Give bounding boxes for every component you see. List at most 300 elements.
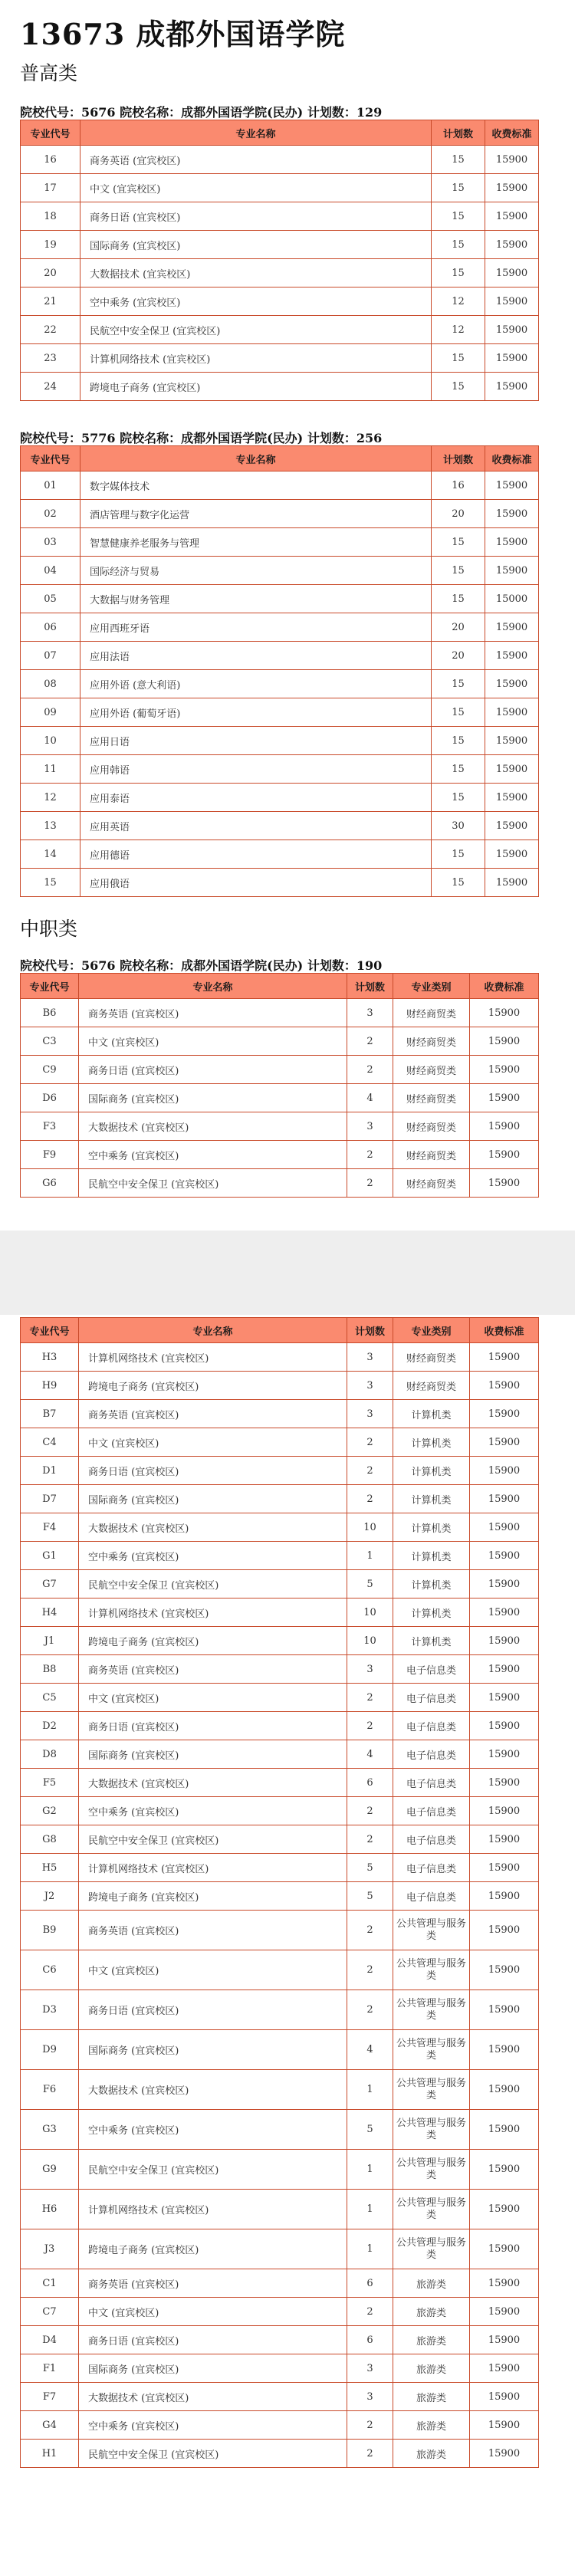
cell-code: 23: [21, 344, 80, 373]
cell-plan: 1: [347, 2150, 393, 2190]
cell-name: 空中乘务 (宜宾校区): [79, 2110, 347, 2150]
cell-code: 21: [21, 288, 80, 316]
cell-plan: 2: [347, 2440, 393, 2468]
cell-category: 旅游类: [393, 2298, 470, 2326]
cell-category: 财经商贸类: [393, 1169, 470, 1198]
cell-category: 旅游类: [393, 2440, 470, 2468]
cell-code: 11: [21, 755, 80, 784]
cell-code: 17: [21, 174, 80, 202]
cell-code: 07: [21, 642, 80, 670]
cell-plan: 4: [347, 1740, 393, 1769]
cell-fee: 15900: [470, 2070, 539, 2110]
page-gap-divider: [0, 1230, 575, 1315]
cell-plan: 15: [432, 344, 485, 373]
col-header-code: 专业代号: [21, 1318, 79, 1343]
table-row: [21, 1825, 539, 1854]
cell-name: 中文 (宜宾校区): [79, 1428, 347, 1457]
cell-fee: 15900: [470, 1854, 539, 1882]
cell-category: 公共管理与服务类: [393, 2150, 470, 2190]
cell-fee: 15900: [485, 174, 539, 202]
cell-fee: 15900: [485, 812, 539, 840]
cell-plan: 30: [432, 812, 485, 840]
table-header-row: [21, 446, 539, 472]
cell-plan: 4: [347, 1084, 393, 1112]
cell-name: 商务日语 (宜宾校区): [79, 1457, 347, 1485]
table-zhongzhi-part1: [20, 973, 539, 1198]
cell-plan: 2: [347, 1428, 393, 1457]
cell-category: 财经商贸类: [393, 1112, 470, 1141]
cell-code: 09: [21, 698, 80, 727]
cell-fee: 15900: [470, 2383, 539, 2411]
cell-code: 02: [21, 500, 80, 528]
cell-fee: 15000: [485, 585, 539, 613]
cell-name: 计算机网络技术 (宜宾校区): [80, 344, 432, 373]
cell-plan: 1: [347, 2070, 393, 2110]
cell-fee: 15900: [470, 1372, 539, 1400]
cell-name: 国际经济与贸易: [80, 557, 432, 585]
cell-plan: 10: [347, 1513, 393, 1542]
cell-category: 计算机类: [393, 1627, 470, 1655]
cell-name: 商务英语 (宜宾校区): [79, 2269, 347, 2298]
table-row: [21, 316, 539, 344]
cell-code: G8: [21, 1825, 79, 1854]
cell-category: 旅游类: [393, 2269, 470, 2298]
cell-fee: 15900: [470, 1712, 539, 1740]
cell-category: 计算机类: [393, 1542, 470, 1570]
table-row: [21, 1882, 539, 1911]
col-header-fee: 收费标准: [470, 1318, 539, 1343]
cell-fee: 15900: [470, 1911, 539, 1950]
table-row: [21, 2298, 539, 2326]
cell-name: 大数据技术 (宜宾校区): [79, 1513, 347, 1542]
table-row: [21, 2150, 539, 2190]
cell-name: 计算机网络技术 (宜宾校区): [79, 1598, 347, 1627]
col-header-name: 专业名称: [80, 120, 432, 146]
cell-plan: 2: [347, 2298, 393, 2326]
cell-fee: 15900: [485, 698, 539, 727]
table-row: [21, 1056, 539, 1084]
col-header-name: 专业名称: [79, 1318, 347, 1343]
cell-code: D7: [21, 1485, 79, 1513]
cell-code: F6: [21, 2070, 79, 2110]
cell-plan: 2: [347, 1027, 393, 1056]
col-header-category: 专业类别: [393, 974, 470, 999]
cell-code: 14: [21, 840, 80, 869]
cell-code: D9: [21, 2030, 79, 2070]
cell-plan: 15: [432, 259, 485, 288]
cell-code: 04: [21, 557, 80, 585]
table-row: [21, 1854, 539, 1882]
table-row: [21, 1169, 539, 1198]
table-row: [21, 1027, 539, 1056]
table-row: [21, 613, 539, 642]
cell-code: H6: [21, 2190, 79, 2229]
cell-fee: 15900: [470, 1513, 539, 1542]
cell-fee: 15900: [470, 1428, 539, 1457]
cell-name: 应用英语: [80, 812, 432, 840]
table-row: [21, 1112, 539, 1141]
table-row: [21, 146, 539, 174]
cell-category: 公共管理与服务类: [393, 1950, 470, 1990]
cell-name: 中文 (宜宾校区): [79, 1027, 347, 1056]
cell-name: 商务日语 (宜宾校区): [79, 1056, 347, 1084]
table-row: [21, 670, 539, 698]
cell-plan: 6: [347, 1769, 393, 1797]
cell-fee: 15900: [485, 784, 539, 812]
table-row: [21, 2269, 539, 2298]
cell-fee: 15900: [485, 472, 539, 500]
table-row: [21, 259, 539, 288]
cell-fee: 15900: [470, 2229, 539, 2269]
cell-plan: 3: [347, 2383, 393, 2411]
table-row: [21, 1655, 539, 1684]
cell-code: G9: [21, 2150, 79, 2190]
cell-fee: 15900: [485, 146, 539, 174]
cell-plan: 15: [432, 670, 485, 698]
cell-fee: 15900: [470, 1084, 539, 1112]
cell-plan: 20: [432, 642, 485, 670]
cell-category: 计算机类: [393, 1598, 470, 1627]
cell-code: G3: [21, 2110, 79, 2150]
cell-fee: 15900: [470, 1169, 539, 1198]
table-row: [21, 1400, 539, 1428]
table-row: [21, 1570, 539, 1598]
cell-plan: 2: [347, 1712, 393, 1740]
section-heading-putong: 普高类: [20, 62, 78, 84]
cell-plan: 3: [347, 1343, 393, 1372]
table-row: [21, 1457, 539, 1485]
cell-plan: 15: [432, 840, 485, 869]
cell-code: 08: [21, 670, 80, 698]
cell-name: 商务日语 (宜宾校区): [79, 1990, 347, 2030]
table2-body: [21, 472, 539, 897]
cell-code: J3: [21, 2229, 79, 2269]
cell-name: 商务英语 (宜宾校区): [79, 1655, 347, 1684]
col-header-category: 专业类别: [393, 1318, 470, 1343]
cell-name: 商务日语 (宜宾校区): [79, 1712, 347, 1740]
table-header-row: [21, 974, 539, 999]
cell-fee: 15900: [470, 1990, 539, 2030]
cell-code: B7: [21, 1400, 79, 1428]
table-row: [21, 585, 539, 613]
table-row: [21, 869, 539, 897]
cell-name: 中文 (宜宾校区): [79, 2298, 347, 2326]
cell-code: G6: [21, 1169, 79, 1198]
table-zhongzhi-part2: [20, 1317, 539, 2468]
cell-fee: 15900: [470, 2269, 539, 2298]
cell-fee: 15900: [485, 727, 539, 755]
cell-plan: 2: [347, 1485, 393, 1513]
cell-code: F4: [21, 1513, 79, 1542]
cell-code: G2: [21, 1797, 79, 1825]
cell-plan: 3: [347, 999, 393, 1027]
col-header-code: 专业代号: [21, 120, 80, 146]
col-header-plan: 计划数: [347, 974, 393, 999]
cell-name: 商务英语 (宜宾校区): [80, 146, 432, 174]
cell-fee: 15900: [470, 1882, 539, 1911]
table-putong-5776: [20, 445, 539, 897]
cell-fee: 15900: [485, 316, 539, 344]
table-row: [21, 2440, 539, 2468]
cell-code: C7: [21, 2298, 79, 2326]
cell-category: 公共管理与服务类: [393, 1911, 470, 1950]
cell-fee: 15900: [470, 1570, 539, 1598]
cell-plan: 3: [347, 1112, 393, 1141]
cell-name: 空中乘务 (宜宾校区): [79, 2411, 347, 2440]
cell-code: 03: [21, 528, 80, 557]
cell-code: D6: [21, 1084, 79, 1112]
cell-plan: 2: [347, 1457, 393, 1485]
cell-fee: 15900: [470, 1343, 539, 1372]
table-row: [21, 202, 539, 231]
cell-category: 财经商贸类: [393, 1372, 470, 1400]
cell-code: 20: [21, 259, 80, 288]
cell-plan: 15: [432, 869, 485, 897]
table-row: [21, 1769, 539, 1797]
cell-plan: 2: [347, 1797, 393, 1825]
cell-category: 财经商贸类: [393, 999, 470, 1027]
table-row: [21, 1712, 539, 1740]
table-row: [21, 1950, 539, 1990]
cell-name: 大数据技术 (宜宾校区): [79, 1769, 347, 1797]
cell-name: 民航空中安全保卫 (宜宾校区): [79, 2150, 347, 2190]
cell-name: 跨境电子商务 (宜宾校区): [79, 1372, 347, 1400]
cell-plan: 20: [432, 500, 485, 528]
cell-fee: 15900: [485, 755, 539, 784]
cell-name: 应用德语: [80, 840, 432, 869]
table-row: [21, 755, 539, 784]
cell-fee: 15900: [485, 344, 539, 373]
table-row: [21, 1513, 539, 1542]
cell-plan: 16: [432, 472, 485, 500]
cell-plan: 15: [432, 373, 485, 401]
cell-fee: 15900: [470, 1027, 539, 1056]
table-row: [21, 2070, 539, 2110]
cell-name: 空中乘务 (宜宾校区): [79, 1797, 347, 1825]
cell-code: F7: [21, 2383, 79, 2411]
cell-name: 民航空中安全保卫 (宜宾校区): [79, 1570, 347, 1598]
cell-category: 公共管理与服务类: [393, 2190, 470, 2229]
cell-code: D8: [21, 1740, 79, 1769]
cell-name: 应用法语: [80, 642, 432, 670]
cell-code: H5: [21, 1854, 79, 1882]
cell-code: G1: [21, 1542, 79, 1570]
table-row: [21, 1343, 539, 1372]
cell-category: 电子信息类: [393, 1825, 470, 1854]
cell-plan: 2: [347, 1911, 393, 1950]
cell-code: D1: [21, 1457, 79, 1485]
cell-code: H9: [21, 1372, 79, 1400]
cell-code: H3: [21, 1343, 79, 1372]
cell-code: J2: [21, 1882, 79, 1911]
cell-plan: 2: [347, 1825, 393, 1854]
cell-name: 商务英语 (宜宾校区): [79, 1400, 347, 1428]
cell-name: 商务英语 (宜宾校区): [79, 1911, 347, 1950]
col-header-fee: 收费标准: [470, 974, 539, 999]
table-header-row: [21, 1318, 539, 1343]
section-heading-zhongzhi: 中职类: [20, 918, 78, 940]
table-row: [21, 557, 539, 585]
cell-code: D3: [21, 1990, 79, 2030]
cell-code: C3: [21, 1027, 79, 1056]
cell-code: B9: [21, 1911, 79, 1950]
cell-fee: 15900: [470, 2354, 539, 2383]
cell-name: 商务日语 (宜宾校区): [79, 2326, 347, 2354]
cell-plan: 2: [347, 1990, 393, 2030]
cell-name: 空中乘务 (宜宾校区): [80, 288, 432, 316]
cell-code: C5: [21, 1684, 79, 1712]
cell-fee: 15900: [470, 1457, 539, 1485]
table-row: [21, 1598, 539, 1627]
cell-name: 空中乘务 (宜宾校区): [79, 1141, 347, 1169]
cell-fee: 15900: [485, 528, 539, 557]
cell-plan: 1: [347, 1542, 393, 1570]
cell-name: 国际商务 (宜宾校区): [80, 231, 432, 259]
cell-name: 中文 (宜宾校区): [79, 1950, 347, 1990]
cell-plan: 5: [347, 1570, 393, 1598]
cell-category: 电子信息类: [393, 1655, 470, 1684]
cell-code: H1: [21, 2440, 79, 2468]
cell-plan: 15: [432, 698, 485, 727]
cell-plan: 3: [347, 1400, 393, 1428]
cell-fee: 15900: [470, 1112, 539, 1141]
cell-fee: 15900: [470, 2411, 539, 2440]
cell-plan: 10: [347, 1598, 393, 1627]
cell-fee: 15900: [485, 613, 539, 642]
cell-name: 跨境电子商务 (宜宾校区): [80, 373, 432, 401]
cell-code: G4: [21, 2411, 79, 2440]
cell-fee: 15900: [485, 840, 539, 869]
table-row: [21, 472, 539, 500]
cell-category: 电子信息类: [393, 1854, 470, 1882]
table-row: [21, 784, 539, 812]
col-header-plan: 计划数: [347, 1318, 393, 1343]
cell-category: 公共管理与服务类: [393, 2110, 470, 2150]
cell-name: 空中乘务 (宜宾校区): [79, 1542, 347, 1570]
col-header-name: 专业名称: [80, 446, 432, 472]
cell-code: 15: [21, 869, 80, 897]
cell-fee: 15900: [485, 259, 539, 288]
cell-category: 计算机类: [393, 1428, 470, 1457]
table-row: [21, 1684, 539, 1712]
cell-category: 计算机类: [393, 1400, 470, 1428]
table-row: [21, 2110, 539, 2150]
table-row: [21, 2190, 539, 2229]
table2-meta: 院校代号：5776 院校名称：成都外国语学院(民办) 计划数：256: [20, 431, 383, 445]
cell-code: D2: [21, 1712, 79, 1740]
cell-plan: 6: [347, 2326, 393, 2354]
cell-category: 财经商贸类: [393, 1056, 470, 1084]
table-row: [21, 231, 539, 259]
cell-code: F9: [21, 1141, 79, 1169]
cell-fee: 15900: [470, 1740, 539, 1769]
cell-code: 12: [21, 784, 80, 812]
cell-name: 应用西班牙语: [80, 613, 432, 642]
cell-plan: 3: [347, 2354, 393, 2383]
table3-meta: 院校代号：5676 院校名称：成都外国语学院(民办) 计划数：190: [20, 958, 383, 973]
cell-plan: 20: [432, 613, 485, 642]
cell-plan: 2: [347, 1684, 393, 1712]
table-row: [21, 2354, 539, 2383]
cell-code: C6: [21, 1950, 79, 1990]
cell-name: 民航空中安全保卫 (宜宾校区): [80, 316, 432, 344]
table1-meta: 院校代号：5676 院校名称：成都外国语学院(民办) 计划数：129: [20, 105, 383, 120]
cell-code: F5: [21, 1769, 79, 1797]
cell-code: C9: [21, 1056, 79, 1084]
cell-plan: 1: [347, 2190, 393, 2229]
table-row: [21, 2383, 539, 2411]
cell-fee: 15900: [470, 1598, 539, 1627]
cell-fee: 15900: [485, 557, 539, 585]
cell-fee: 15900: [470, 999, 539, 1027]
cell-category: 旅游类: [393, 2383, 470, 2411]
table4-body: [21, 1343, 539, 2468]
cell-fee: 15900: [470, 2298, 539, 2326]
cell-fee: 15900: [470, 2150, 539, 2190]
cell-name: 民航空中安全保卫 (宜宾校区): [79, 2440, 347, 2468]
cell-fee: 15900: [470, 1400, 539, 1428]
cell-plan: 2: [347, 1950, 393, 1990]
cell-name: 数字媒体技术: [80, 472, 432, 500]
table-row: [21, 1141, 539, 1169]
cell-name: 国际商务 (宜宾校区): [79, 2030, 347, 2070]
cell-category: 公共管理与服务类: [393, 2030, 470, 2070]
table-header-row: [21, 120, 539, 146]
cell-category: 计算机类: [393, 1485, 470, 1513]
cell-plan: 3: [347, 1655, 393, 1684]
cell-plan: 2: [347, 1141, 393, 1169]
cell-fee: 15900: [470, 1056, 539, 1084]
cell-code: 19: [21, 231, 80, 259]
table-row: [21, 1797, 539, 1825]
cell-fee: 15900: [470, 2110, 539, 2150]
table-row: [21, 999, 539, 1027]
cell-plan: 15: [432, 727, 485, 755]
cell-code: 18: [21, 202, 80, 231]
cell-fee: 15900: [470, 1485, 539, 1513]
cell-code: D4: [21, 2326, 79, 2354]
cell-name: 计算机网络技术 (宜宾校区): [79, 1343, 347, 1372]
table-row: [21, 174, 539, 202]
cell-name: 应用韩语: [80, 755, 432, 784]
table-row: [21, 2229, 539, 2269]
cell-category: 电子信息类: [393, 1797, 470, 1825]
cell-name: 民航空中安全保卫 (宜宾校区): [79, 1825, 347, 1854]
table-row: [21, 1485, 539, 1513]
cell-name: 国际商务 (宜宾校区): [79, 2354, 347, 2383]
cell-plan: 5: [347, 1882, 393, 1911]
cell-plan: 2: [347, 1056, 393, 1084]
cell-category: 财经商贸类: [393, 1084, 470, 1112]
cell-plan: 15: [432, 231, 485, 259]
cell-plan: 4: [347, 2030, 393, 2070]
cell-name: 酒店管理与数字化运营: [80, 500, 432, 528]
cell-plan: 15: [432, 585, 485, 613]
table-row: [21, 812, 539, 840]
cell-code: F3: [21, 1112, 79, 1141]
cell-code: B8: [21, 1655, 79, 1684]
cell-category: 财经商贸类: [393, 1027, 470, 1056]
cell-plan: 15: [432, 557, 485, 585]
table-row: [21, 2411, 539, 2440]
col-header-name: 专业名称: [79, 974, 347, 999]
cell-category: 计算机类: [393, 1513, 470, 1542]
cell-category: 财经商贸类: [393, 1343, 470, 1372]
cell-plan: 15: [432, 174, 485, 202]
table-row: [21, 2030, 539, 2070]
page-title: 13673 成都外国语学院: [20, 17, 346, 51]
cell-name: 跨境电子商务 (宜宾校区): [79, 1627, 347, 1655]
